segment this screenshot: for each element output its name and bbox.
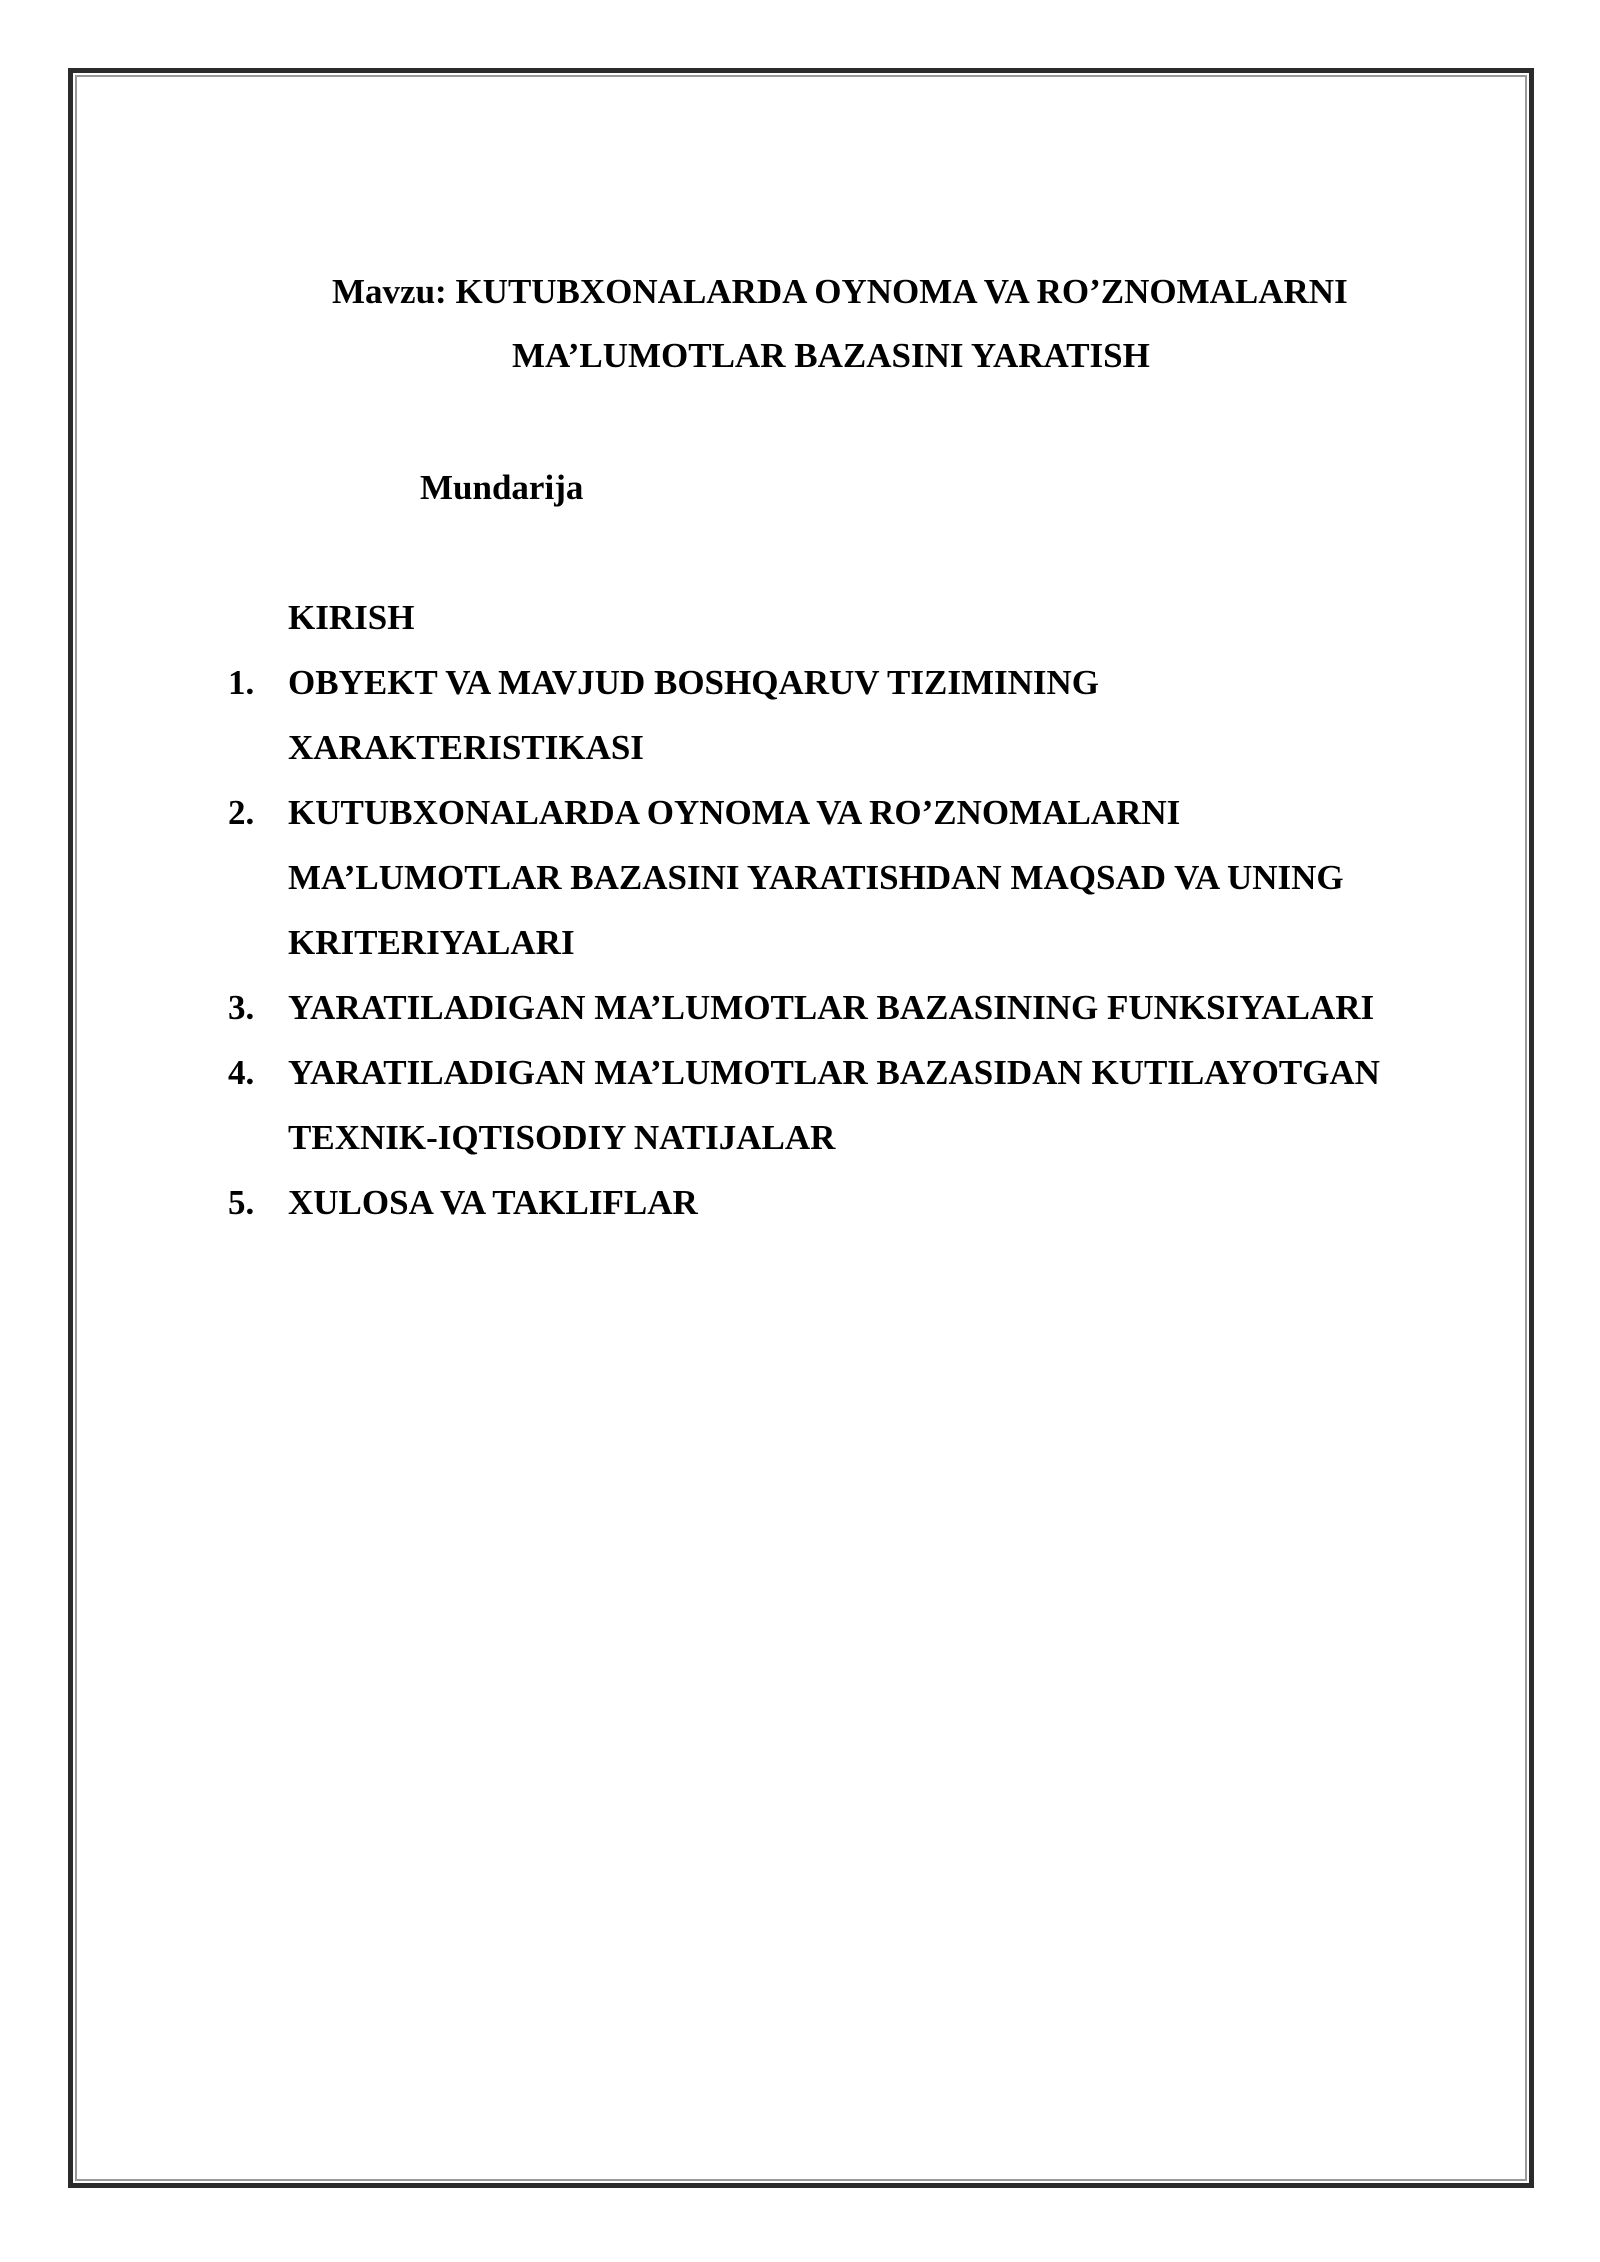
toc-item-5-number: 5. xyxy=(228,1183,255,1222)
title-line-2: MA’LUMOTLAR BAZASINI YARATISH xyxy=(512,336,1150,375)
toc-item-4-number: 4. xyxy=(228,1053,255,1092)
toc-item-2-number: 2. xyxy=(228,793,255,832)
toc-item-1-line-2: XARAKTERISTIKASI xyxy=(288,728,644,767)
toc-item-2-line-2: MA’LUMOTLAR BAZASINI YARATISHDAN MAQSAD VA UNING xyxy=(288,858,1344,897)
toc-item-4-line-2: TEXNIK-IQTISODIY NATIJALAR xyxy=(288,1118,836,1157)
toc-item-2-line-1: KUTUBXONALARDA OYNOMA VA RO’ZNOMALARNI xyxy=(288,793,1181,832)
toc-item-4-line-1: YARATILADIGAN MA’LUMOTLAR BAZASIDAN KUTILAYOTGAN xyxy=(288,1053,1380,1092)
toc-item-3-number: 3. xyxy=(228,988,255,1027)
toc-item-5-line-1: XULOSA VA TAKLIFLAR xyxy=(288,1183,698,1222)
contents-heading: Mundarija xyxy=(420,468,584,507)
toc-item-1-line-1: OBYEKT VA MAVJUD BOSHQARUV TIZIMINING xyxy=(288,663,1100,702)
toc-item-2-line-3: KRITERIYALARI xyxy=(288,923,575,962)
title-line-1: Mavzu: KUTUBXONALARDA OYNOMA VA RO’ZNOMALARNI xyxy=(332,272,1348,311)
toc-intro: KIRISH xyxy=(288,598,415,637)
toc-item-1-number: 1. xyxy=(228,663,255,702)
toc-item-3-line-1: YARATILADIGAN MA’LUMOTLAR BAZASINING FUNKSIYALARI xyxy=(288,988,1375,1027)
